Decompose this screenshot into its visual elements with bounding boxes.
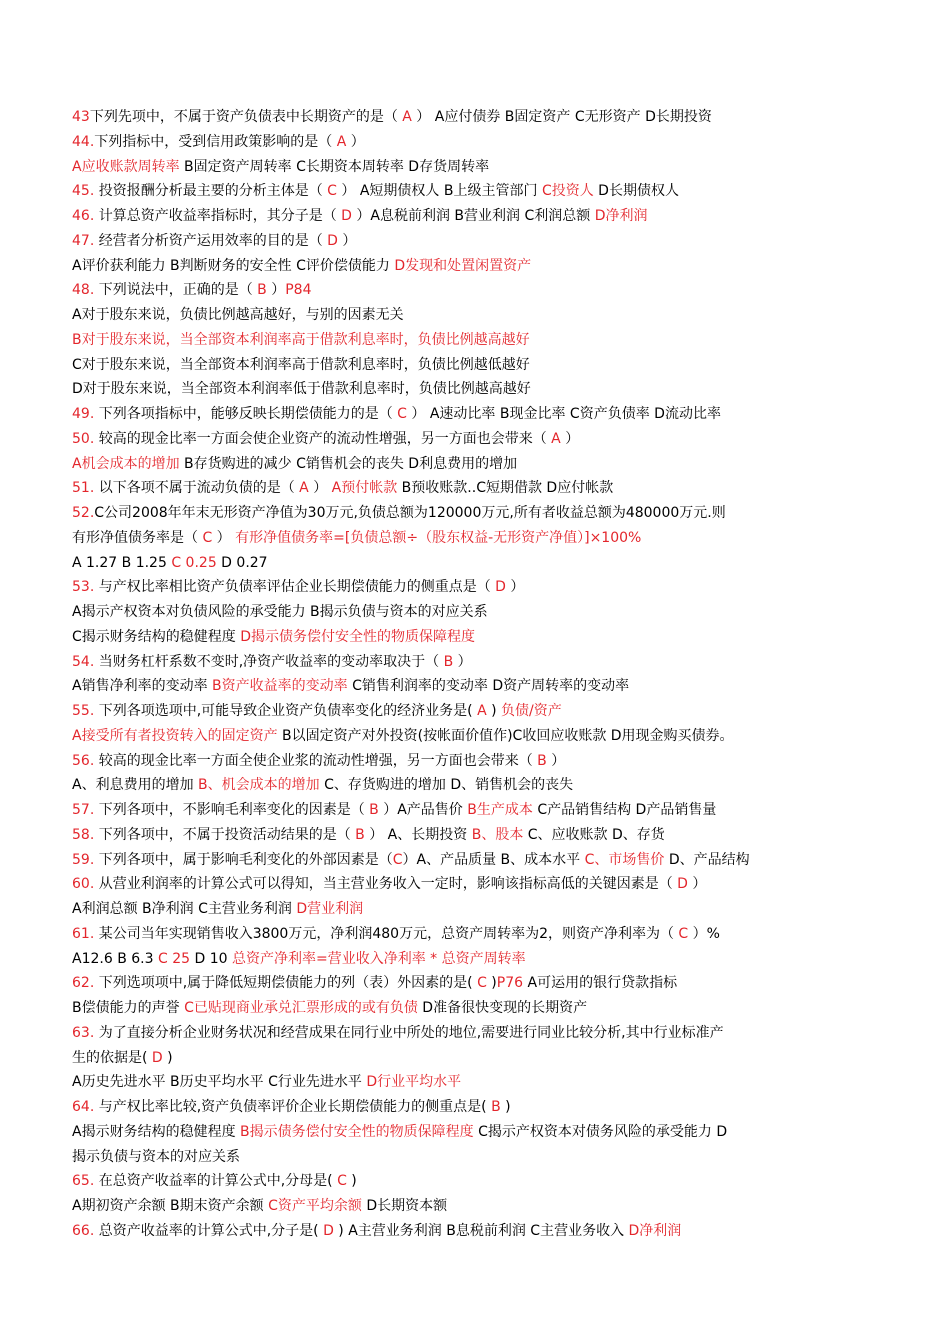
answer-text: 47.	[72, 232, 95, 249]
question-text: ）	[560, 430, 580, 447]
text-line	[72, 1070, 872, 1095]
answer-text: B、股本	[471, 826, 524, 843]
answer-text: D净利润	[594, 208, 648, 224]
text-line	[72, 278, 872, 303]
text-line	[72, 798, 872, 823]
question-text: 下列各项选项中,可能导致企业资产负债率变化的经济业务是(	[94, 703, 478, 719]
answer-text: 58.	[72, 826, 95, 843]
question-text: D 0.27	[216, 554, 268, 571]
question-text: ）A、产品质量 B、成本水平	[402, 851, 585, 868]
text-line	[72, 1145, 872, 1170]
text-line	[72, 947, 872, 972]
question-text: )	[486, 975, 497, 992]
question-text: B存货购进的减少 C销售机会的丧失 D利息费用的增加	[179, 455, 518, 472]
answer-text: 52.	[72, 505, 95, 521]
question-text: A利润总额 B净利润 C主营业务利润	[72, 901, 297, 917]
question-text: A揭示财务结构的稳健程度	[72, 1123, 241, 1140]
question-text: B以固定资产对外投资(按帐面价值作)C收回应收账款 D用现金购买债券。	[277, 727, 734, 744]
answer-text: D行业平均水平	[366, 1074, 462, 1091]
answer-text: 61.	[72, 925, 95, 942]
question-text: C、应收账款 D、存货	[523, 826, 665, 843]
answer-text: B资产收益率的变动率	[212, 678, 348, 695]
question-text: ）	[453, 653, 472, 670]
text-line	[72, 749, 872, 774]
question-text: A、利息费用的增加	[72, 777, 199, 794]
text-line	[72, 501, 872, 526]
answer-text: C资产平均余额	[268, 1198, 362, 1214]
text-line	[72, 1194, 872, 1219]
question-text: ）	[266, 282, 286, 299]
question-text: C公司2008年年末无形资产净值为30万元,负债总额为120000万元,所有者收益总额为480000万元.则	[94, 505, 726, 521]
answer-text: D	[327, 232, 338, 249]
answer-text: B、机会成本的增加	[198, 777, 320, 794]
text-line	[72, 353, 872, 378]
answer-text: C	[397, 406, 407, 422]
text-line	[72, 328, 872, 353]
question-text: D对于股东来说，当全部资本利润率低于借款利息率时，负债比例越高越好	[72, 381, 531, 398]
answer-text: 51.	[72, 480, 95, 497]
text-line	[72, 872, 872, 897]
answer-text: A应收账款周转率	[72, 158, 180, 175]
question-text: 某公司当年实现销售收入3800万元，净利润480万元，总资产周转率为2，则资产净利率为（	[94, 925, 679, 942]
text-line	[72, 476, 872, 501]
question-text: ）A息税前利润 B营业利润 C利润总额	[351, 208, 595, 224]
text-line	[72, 254, 872, 279]
answer-text: A	[551, 430, 561, 447]
question-text: A期初资产余额 B期末资产余额	[72, 1198, 269, 1214]
answer-text: B生产成本	[467, 802, 533, 818]
question-text: A 1.27 B 1.25	[72, 554, 172, 571]
text-line	[72, 1046, 872, 1071]
answer-text: D	[677, 876, 688, 893]
question-text: ） A、长期投资	[364, 826, 472, 843]
text-line	[72, 551, 872, 576]
answer-text: 56.	[72, 752, 95, 769]
text-line	[72, 303, 872, 328]
question-text: C产品销售结构 D产品销售量	[532, 802, 717, 818]
answer-text: 59.	[72, 851, 95, 868]
text-line	[72, 848, 872, 873]
text-line	[72, 971, 872, 996]
question-text: B固定资产周转率 C长期资本周转率 D存货周转率	[179, 158, 490, 175]
text-line	[72, 427, 872, 452]
answer-text: C	[392, 851, 403, 868]
question-text: 投资报酬分析最主要的分析主体是（	[94, 183, 328, 200]
answer-text: 负债/资产	[501, 703, 562, 719]
text-line	[72, 402, 872, 427]
question-text: 下列选项项中,属于降低短期偿债能力的列（表）外因素的是(	[94, 975, 478, 992]
answer-text: D	[323, 1222, 334, 1239]
question-text: C销售利润率的变动率 D资产周转率的变动率	[347, 678, 630, 695]
answer-text: 50.	[72, 430, 95, 447]
answer-text: 55.	[72, 703, 95, 719]
question-text: )	[162, 1049, 173, 1066]
question-text: 较高的现金比率一方面全使企业浆的流动性增强，另一方面也会带来（	[94, 752, 538, 769]
answer-text: 64.	[72, 1099, 95, 1115]
text-line	[72, 179, 872, 204]
answer-text: B	[257, 282, 267, 299]
answer-text: A预付帐款	[331, 480, 398, 497]
question-text: 下列各项中，不影响毛利率变化的因素是（	[94, 802, 370, 818]
text-line	[72, 1120, 872, 1145]
answer-text: B	[369, 802, 379, 818]
question-text: A历史先进水平 B历史平均水平 C行业先进水平	[72, 1074, 367, 1091]
answer-text: A	[402, 109, 412, 125]
answer-text: 63.	[72, 1024, 95, 1041]
question-text: )	[346, 1173, 357, 1190]
question-text: A揭示产权资本对负债风险的承受能力 B揭示负债与资本的对应关系	[72, 604, 488, 620]
answer-text: B	[537, 752, 547, 769]
answer-text: P76	[496, 975, 524, 992]
question-text: ）	[337, 232, 357, 249]
answer-text: 65.	[72, 1173, 95, 1190]
text-line	[72, 625, 872, 650]
answer-text: C	[678, 925, 689, 942]
text-line	[72, 823, 872, 848]
question-text: 有形净值债务率是（	[72, 529, 203, 546]
question-text: 较高的现金比率一方面会使企业资产的流动性增强，另一方面也会带来（	[94, 430, 552, 447]
answer-text: C投资人	[541, 183, 594, 200]
answer-text: P84	[285, 282, 312, 299]
text-line	[72, 699, 872, 724]
answer-text: D	[151, 1049, 163, 1066]
text-line	[72, 229, 872, 254]
answer-text: 有形净值债务率=[负债总额÷（股东权益-无形资产净值）]×100%	[235, 529, 642, 546]
question-text: 与产权比率比较,资产负债率评价企业长期偿债能力的侧重点是(	[94, 1099, 492, 1115]
question-text: B偿债能力的声誉	[72, 1000, 185, 1016]
answer-text: 43	[72, 109, 90, 125]
answer-text: 49.	[72, 406, 95, 422]
question-text: ）	[687, 876, 707, 893]
text-line	[72, 724, 872, 749]
answer-text: C 0.25	[171, 554, 217, 571]
question-text: ）	[505, 579, 525, 596]
answer-text: C	[202, 529, 213, 546]
answer-text: C 25	[157, 950, 191, 967]
question-text: 在总资产收益率的计算公式中,分母是(	[94, 1173, 338, 1190]
question-text: 下列指标中，受到信用政策影响的是（	[94, 133, 337, 150]
answer-text: B揭示债务偿付安全性的物质保障程度	[240, 1123, 474, 1140]
question-text: D长期债权人	[593, 183, 679, 200]
question-text: 下列各项指标中，能够反映长期偿债能力的是（	[94, 406, 398, 422]
question-text: 当财务杠杆系数不变时,净资产收益率的变动率取决于（	[94, 653, 444, 670]
question-text: 经营者分析资产运用效率的目的是（	[94, 232, 328, 249]
question-text: A对于股东来说，负债比例越高越好，与别的因素无关	[72, 307, 404, 323]
question-text: ）	[308, 480, 332, 497]
answer-text: C	[477, 975, 487, 992]
answer-text: 45.	[72, 183, 95, 200]
question-text: C揭示产权资本对债务风险的承受能力 D	[473, 1123, 728, 1140]
question-text: A评价获利能力 B判断财务的安全性 C评价偿债能力	[72, 257, 395, 274]
text-line	[72, 204, 872, 229]
question-text: D、产品结构	[664, 851, 750, 868]
question-text: D 10	[190, 950, 232, 967]
question-text: ） A应付债券 B固定资产 C无形资产 D长期投资	[411, 109, 712, 125]
text-line	[72, 155, 872, 180]
text-line	[72, 377, 872, 402]
question-text: ）	[212, 529, 236, 546]
question-text: 与产权比率相比资产负债率评估企业长期偿债能力的侧重点是（	[94, 579, 496, 596]
answer-text: 66.	[72, 1222, 95, 1239]
question-text: ) A主营业务利润 B息税前利润 C主营业务收入	[333, 1222, 629, 1239]
answer-text: B	[443, 653, 454, 670]
question-text: D准备很快变现的长期资产	[417, 1000, 588, 1016]
question-text: )	[486, 703, 502, 719]
answer-text: B	[491, 1099, 501, 1115]
answer-text: 48.	[72, 282, 95, 299]
answer-text: 46.	[72, 208, 95, 224]
text-line	[72, 922, 872, 947]
answer-text: D发现和处置闲置资产	[394, 257, 532, 274]
question-text: D长期资本额	[361, 1198, 448, 1214]
text-line	[72, 105, 872, 130]
question-text: ）	[346, 133, 365, 150]
answer-text: C	[327, 183, 337, 200]
text-line	[72, 674, 872, 699]
question-text: B预收账款..C短期借款 D应付帐款	[397, 480, 614, 497]
text-line	[72, 600, 872, 625]
text-line	[72, 452, 872, 477]
question-text: C对于股东来说，当全部资本利润率高于借款利息率时，负债比例越低越好	[72, 356, 530, 373]
question-text: C揭示财务结构的稳健程度	[72, 628, 241, 645]
text-line	[72, 1169, 872, 1194]
question-document	[72, 105, 872, 1244]
answer-text: A	[336, 133, 347, 150]
answer-text: B	[355, 826, 365, 843]
question-text: ） A短期债权人 B上级主管部门	[336, 183, 542, 200]
answer-text: B对于股东来说，当全部资本利润率高于借款利息率时，负债比例越高越好	[72, 331, 530, 348]
question-text: A可运用的银行贷款指标	[523, 975, 678, 992]
text-line	[72, 575, 872, 600]
text-line	[72, 773, 872, 798]
answer-text: 53.	[72, 579, 95, 596]
answer-text: A	[477, 703, 487, 719]
text-line	[72, 1021, 872, 1046]
question-text: ）A产品售价	[378, 802, 468, 818]
question-text: 总资产收益率的计算公式中,分子是(	[94, 1222, 324, 1239]
question-text: C、存货购进的增加 D、销售机会的丧失	[319, 777, 574, 794]
answer-text: D	[341, 208, 352, 224]
question-text: ）	[546, 752, 566, 769]
answer-text: 62.	[72, 975, 95, 992]
text-line	[72, 1095, 872, 1120]
question-text: A销售净利率的变动率	[72, 678, 213, 695]
question-text: ）%	[688, 925, 720, 942]
question-text: 从营业利润率的计算公式可以得知，当主营业务收入一定时，影响该指标高低的关键因素是（	[94, 876, 678, 893]
answer-text: A机会成本的增加	[72, 455, 180, 472]
answer-text: 54.	[72, 653, 95, 670]
question-text: )	[500, 1099, 511, 1115]
answer-text: 44.	[72, 133, 95, 150]
answer-text: D揭示债务偿付安全性的物质保障程度	[240, 628, 476, 645]
answer-text: C、市场售价	[584, 851, 665, 868]
answer-text: 57.	[72, 802, 95, 818]
text-line	[72, 1219, 872, 1244]
answer-text: C已贴现商业承兑汇票形成的或有负债	[184, 1000, 418, 1016]
text-line	[72, 650, 872, 675]
answer-text: D净利润	[628, 1222, 682, 1239]
question-text: 生的依据是(	[72, 1049, 152, 1066]
text-line	[72, 897, 872, 922]
text-line	[72, 130, 872, 155]
question-text: 为了直接分析企业财务状况和经营成果在同行业中所处的地位,需要进行同业比较分析,其中行业标准产	[94, 1024, 724, 1041]
question-text: 下列各项中，属于影响毛利变化的外部因素是（	[94, 851, 393, 868]
answer-text: D	[495, 579, 506, 596]
answer-text: D营业利润	[296, 901, 364, 917]
question-text: 计算总资产收益率指标时，其分子是（	[94, 208, 342, 224]
question-text: 以下各项不属于流动负债的是（	[94, 480, 300, 497]
answer-text: A	[299, 480, 309, 497]
question-text: A12.6 B 6.3	[72, 950, 158, 967]
text-line	[72, 526, 872, 551]
answer-text: A接受所有者投资转入的固定资产	[72, 727, 278, 744]
text-line	[72, 996, 872, 1021]
question-text: 下列说法中，正确的是（	[94, 282, 258, 299]
question-text: 揭示负债与资本的对应关系	[72, 1148, 240, 1165]
answer-text: 总资产净利率=营业收入净利率 * 总资产周转率	[231, 950, 526, 967]
question-text: 下列各项中，不属于投资活动结果的是（	[94, 826, 356, 843]
answer-text: C	[337, 1173, 347, 1190]
answer-text: 60.	[72, 876, 95, 893]
question-text: 下列先项中，不属于资产负债表中长期资产的是（	[89, 109, 403, 125]
question-text: ） A速动比率 B现金比率 C资产负债率 D流动比率	[406, 406, 721, 422]
